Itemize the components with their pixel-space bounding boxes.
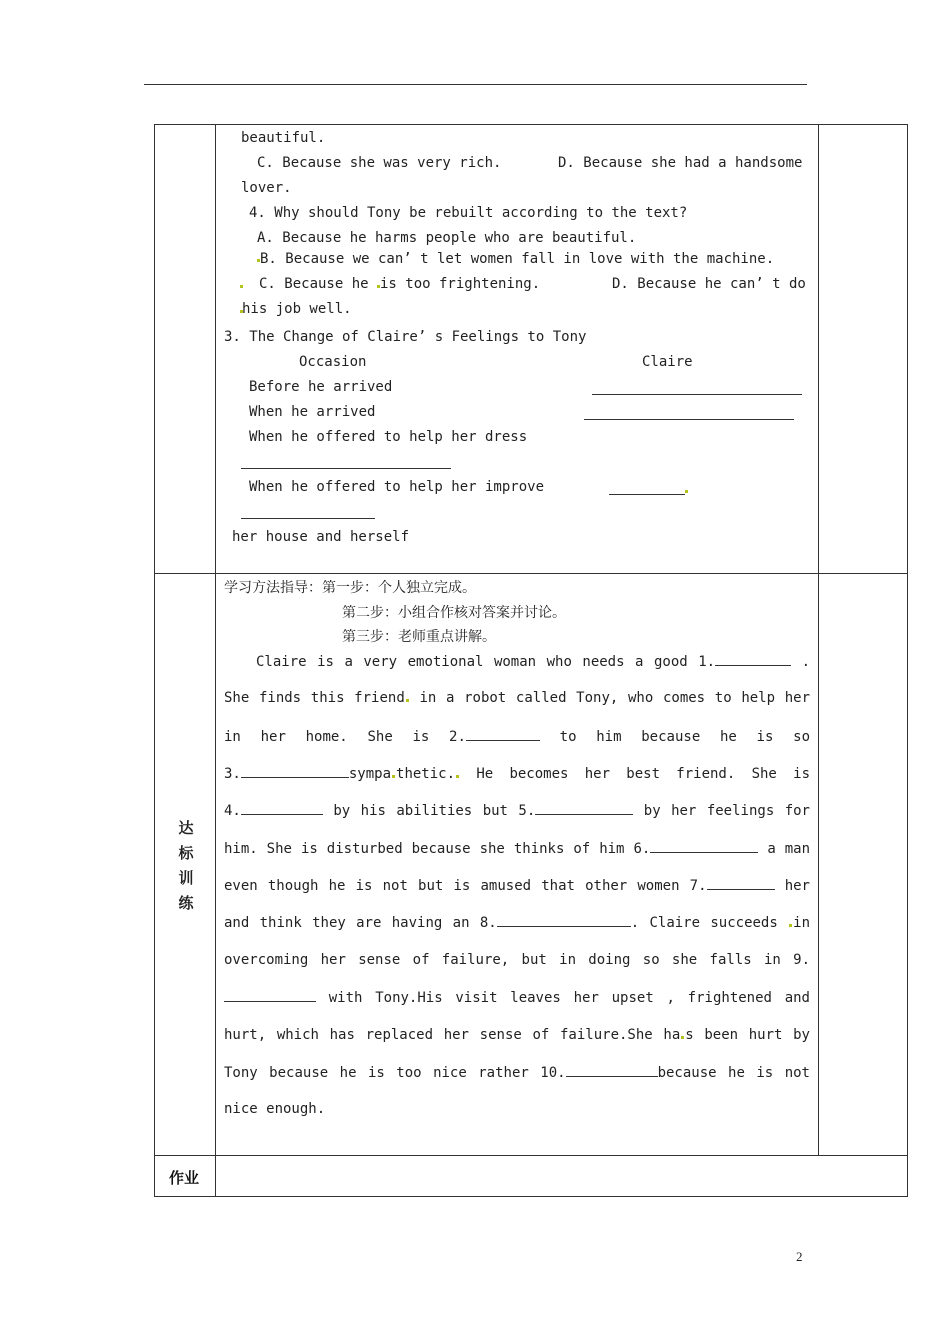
header-rule xyxy=(144,84,807,85)
blank-5[interactable] xyxy=(535,802,633,815)
mark-dot xyxy=(681,1036,684,1039)
passage-line-13: nice enough. xyxy=(224,1101,326,1117)
row-help-improve: When he offered to help her improve xyxy=(249,479,545,495)
passage-line-5: 4. by his abilities but 5. by her feelings for xyxy=(224,803,810,819)
passage-line-10: with Tony.His visit leaves her upset , frightened and xyxy=(224,989,810,1006)
mark-dot xyxy=(240,285,243,288)
mark-dot xyxy=(789,924,792,927)
label-char: 训 xyxy=(178,869,194,887)
q4-option-c-part1: C. Because he xyxy=(259,276,369,292)
q4-option-c-part2: is too frightening. xyxy=(380,276,541,292)
q3-option-a-tail: beautiful. xyxy=(241,130,326,146)
answer-blank[interactable] xyxy=(592,382,802,395)
answer-blank[interactable] xyxy=(241,456,451,469)
q3-option-d: D. Because she had a handsome xyxy=(558,155,803,171)
answer-blank[interactable] xyxy=(584,407,794,420)
answer-blank[interactable] xyxy=(609,482,685,495)
answer-blank[interactable] xyxy=(241,506,375,519)
column-header-claire: Claire xyxy=(642,354,693,370)
row-help-dress: When he offered to help her dress xyxy=(249,429,528,445)
passage-line-3: in her home. She is 2. to him because he is so xyxy=(224,729,810,745)
label-char: 练 xyxy=(178,894,194,912)
blank-4[interactable] xyxy=(241,802,323,815)
passage-line-12: Tony because he is too nice rather 10. because he is not xyxy=(224,1065,810,1081)
passage-line-2: She finds this friend in a robot called Tony, who comes to help her xyxy=(224,690,810,706)
passage-line-6: him. She is disturbed because she thinks of him 6. a man xyxy=(224,841,810,857)
blank-6[interactable] xyxy=(650,840,758,853)
label-char: 达 xyxy=(178,819,194,837)
q4-option-b: B. Because we can’ t let women fall in love with the machine. xyxy=(260,251,775,267)
row-before-arrived: Before he arrived xyxy=(249,379,393,395)
passage-line-9: overcoming her sense of failure, but in doing so she falls in 9. xyxy=(224,952,810,968)
col-divider-right xyxy=(818,124,819,1155)
page-number: 2 xyxy=(796,1249,803,1264)
blank-8[interactable] xyxy=(497,914,631,927)
q4-option-d: D. Because he can’ t do xyxy=(612,276,806,292)
row-divider-1 xyxy=(154,573,908,574)
passage-line-7: even though he is not but is amused that other women 7. her xyxy=(224,878,810,894)
q4-option-d-tail: his job well. xyxy=(242,301,352,317)
mark-dot xyxy=(456,775,459,778)
passage-line-4: 3. sympa thetic. He becomes her best friend. She is xyxy=(224,766,810,782)
passage-line-8: and think they are having an 8. . Claire succeeds in xyxy=(224,915,810,931)
blank-2[interactable] xyxy=(466,728,540,741)
blank-7[interactable] xyxy=(707,877,775,890)
q4-stem: 4. Why should Tony be rebuilt according to the text? xyxy=(249,205,688,221)
method-step-2: 第二步：小组合作核对答案并讨论。 xyxy=(342,605,566,621)
blank-9[interactable] xyxy=(224,989,316,1002)
blank-3[interactable] xyxy=(241,765,349,778)
mark-dot xyxy=(406,699,409,702)
training-side-label xyxy=(176,816,196,916)
row-when-arrived: When he arrived xyxy=(249,404,376,420)
label-char: 标 xyxy=(178,844,194,862)
mark-dot xyxy=(685,490,688,493)
passage-line-1: Claire is a very emotional woman who needs a good 1. . xyxy=(256,654,810,670)
feelings-table-title: 3. The Change of Claire’ s Feelings to Tony xyxy=(224,329,587,345)
blank-1[interactable] xyxy=(715,653,791,666)
q3-option-c: C. Because she was very rich. xyxy=(257,155,502,171)
row-divider-2 xyxy=(154,1155,908,1156)
q4-option-a: A. Because he harms people who are beautiful. xyxy=(257,230,637,246)
col-divider-left xyxy=(215,124,216,1197)
mark-dot xyxy=(392,775,395,778)
method-step-1: 学习方法指导：第一步：个人独立完成。 xyxy=(224,580,476,596)
homework-label: 作业 xyxy=(169,1169,200,1187)
blank-10[interactable] xyxy=(566,1064,658,1077)
method-step-3: 第三步：老师重点讲解。 xyxy=(342,629,496,645)
column-header-occasion: Occasion xyxy=(299,354,367,370)
q3-option-d-tail: lover. xyxy=(241,180,292,196)
passage-line-11: hurt, which has replaced her sense of failure.She ha s been hurt by xyxy=(224,1027,810,1043)
row-help-improve-tail: her house and herself xyxy=(232,529,410,545)
